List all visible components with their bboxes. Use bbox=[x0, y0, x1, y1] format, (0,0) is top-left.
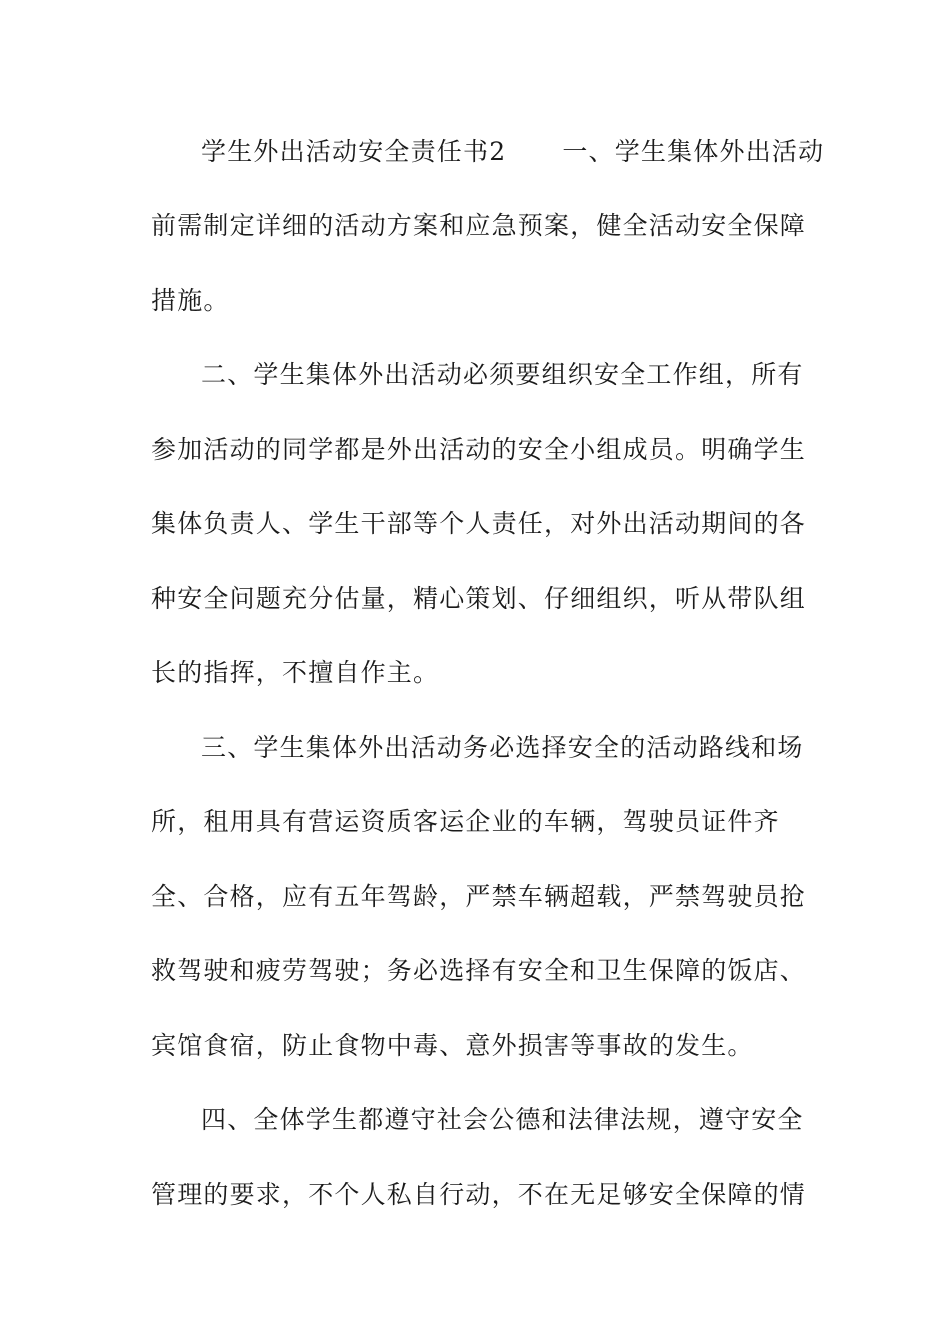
paragraph-3-line-4: 救驾驶和疲劳驾驶；务必选择有安全和卫生保障的饭店、 bbox=[151, 956, 807, 985]
paragraph-3-line-5: 宾馆食宿，防止食物中毒、意外损害等事故的发生。 bbox=[151, 1031, 754, 1060]
paragraph-1-line-2: 前需制定详细的活动方案和应急预案，健全活动安全保障 bbox=[151, 211, 807, 240]
paragraph-2-line-3: 集体负责人、学生干部等个人责任，对外出活动期间的各 bbox=[151, 509, 807, 538]
paragraph-3-line-2: 所，租用具有营运资质客运企业的车辆，驾驶员证件齐 bbox=[151, 807, 780, 836]
paragraph-2-line-5: 长的指挥，不擅自作主。 bbox=[151, 658, 440, 687]
paragraph-1-line-3: 措施。 bbox=[151, 286, 230, 315]
first-line bbox=[201, 136, 824, 168]
paragraph-4-line-1: 四、全体学生都遵守社会公德和法律法规，遵守安全 bbox=[201, 1105, 804, 1134]
paragraph-3-line-1: 三、学生集体外出活动务必选择安全的活动路线和场 bbox=[201, 733, 804, 762]
paragraph-2-line-4: 种安全问题充分估量，精心策划、仔细组织，听从带队组 bbox=[151, 584, 807, 613]
paragraph-2-line-2: 参加活动的同学都是外出活动的安全小组成员。明确学生 bbox=[151, 435, 807, 464]
document-title: 学生外出活动安全责任书2 bbox=[201, 137, 507, 166]
paragraph-3-line-3: 全、合格，应有五年驾龄，严禁车辆超载，严禁驾驶员抢 bbox=[151, 882, 807, 911]
paragraph-1-line-1: 一、学生集体外出活动 bbox=[562, 137, 825, 166]
paragraph-2-line-1: 二、学生集体外出活动必须要组织安全工作组，所有 bbox=[201, 360, 804, 389]
paragraph-4-line-2: 管理的要求，不个人私自行动，不在无足够安全保障的情 bbox=[151, 1180, 807, 1209]
